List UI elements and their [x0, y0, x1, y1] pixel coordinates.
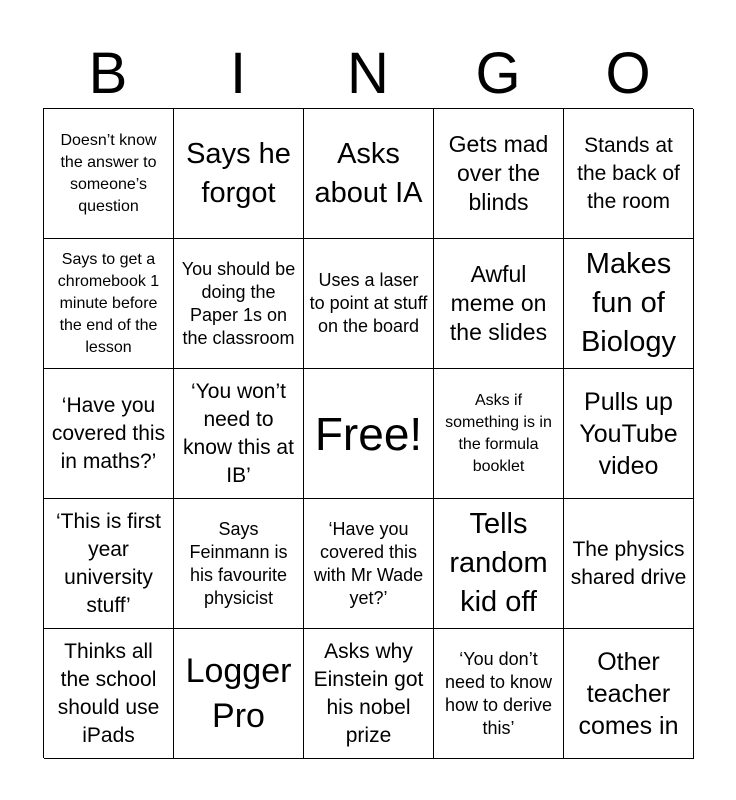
cell-text: ‘You won’t need to know this at IB’	[183, 379, 294, 487]
cell-text: Logger Pro	[185, 651, 292, 735]
cell-text: Gets mad over the blinds	[448, 131, 549, 215]
bingo-cell[interactable]	[564, 499, 694, 629]
header-letter-g: G	[475, 41, 521, 106]
bingo-card	[43, 108, 693, 758]
cell-text: Asks why Einstein got his nobel prize	[313, 639, 424, 747]
cell-text: Doesn’t know the answer to someone’s question	[60, 131, 157, 215]
cell-text: You should be doing the Paper 1s on the classroom	[181, 258, 296, 348]
cell-text: ‘This is first year university stuff’	[56, 509, 161, 617]
cell-text: ‘Have you covered this with Mr Wade yet?’	[313, 518, 424, 608]
cell-text: Says he forgot	[186, 137, 291, 209]
cell-text: Other teacher comes in	[578, 647, 679, 740]
bingo-cell[interactable]	[304, 499, 434, 629]
header-letter-n: N	[347, 41, 389, 106]
cell-text: Says Feinmann is his favourite physicist	[189, 518, 288, 608]
bingo-cell[interactable]	[304, 239, 434, 369]
bingo-cell[interactable]	[44, 499, 174, 629]
cell-text: Asks about IA	[314, 137, 423, 209]
bingo-cell[interactable]	[564, 109, 694, 239]
bingo-cell[interactable]	[434, 499, 564, 629]
bingo-cell[interactable]	[434, 239, 564, 369]
bingo-header	[43, 40, 693, 108]
bingo-cell[interactable]	[174, 109, 304, 239]
bingo-cell[interactable]	[564, 629, 694, 759]
header-letter-b: B	[88, 41, 128, 106]
cell-text: Awful meme on the slides	[449, 261, 548, 345]
bingo-cell[interactable]	[434, 109, 564, 239]
bingo-cell[interactable]	[434, 629, 564, 759]
bingo-cell[interactable]	[564, 239, 694, 369]
cell-text: Stands at the back of the room	[577, 133, 680, 213]
cell-text: Pulls up YouTube video	[579, 387, 678, 480]
bingo-cell[interactable]	[434, 369, 564, 499]
bingo-cell[interactable]	[174, 369, 304, 499]
cell-text: Makes fun of Biology	[580, 248, 677, 358]
bingo-cell[interactable]	[44, 369, 174, 499]
bingo-cell[interactable]	[44, 629, 174, 759]
cell-text: ‘Have you covered this in maths?’	[51, 393, 166, 473]
bingo-cell[interactable]	[564, 369, 694, 499]
cell-text: Thinks all the school should use iPads	[57, 639, 160, 747]
cell-text: ‘You don’t need to know how to derive this’	[444, 648, 553, 738]
header-letter-i: I	[229, 41, 247, 106]
header-letter-o: O	[605, 41, 651, 106]
bingo-cell[interactable]	[44, 239, 174, 369]
bingo-cell free-space[interactable]	[304, 369, 434, 499]
cell-text: Uses a laser to point at stuff on the board	[309, 270, 428, 336]
cell-text: Tells random kid off	[449, 508, 548, 618]
cell-text: The physics shared drive	[570, 537, 687, 589]
bingo-cell[interactable]	[174, 239, 304, 369]
bingo-cell[interactable]	[304, 109, 434, 239]
bingo-cell[interactable]	[174, 499, 304, 629]
bingo-cell[interactable]	[44, 109, 174, 239]
bingo-cell[interactable]	[174, 629, 304, 759]
bingo-cell[interactable]	[304, 629, 434, 759]
cell-text: Says to get a chromebook 1 minute before the end of the lesson	[57, 250, 160, 356]
cell-text: Asks if something is in the formula booklet	[445, 391, 552, 475]
free-space-text: Free!	[314, 407, 423, 460]
